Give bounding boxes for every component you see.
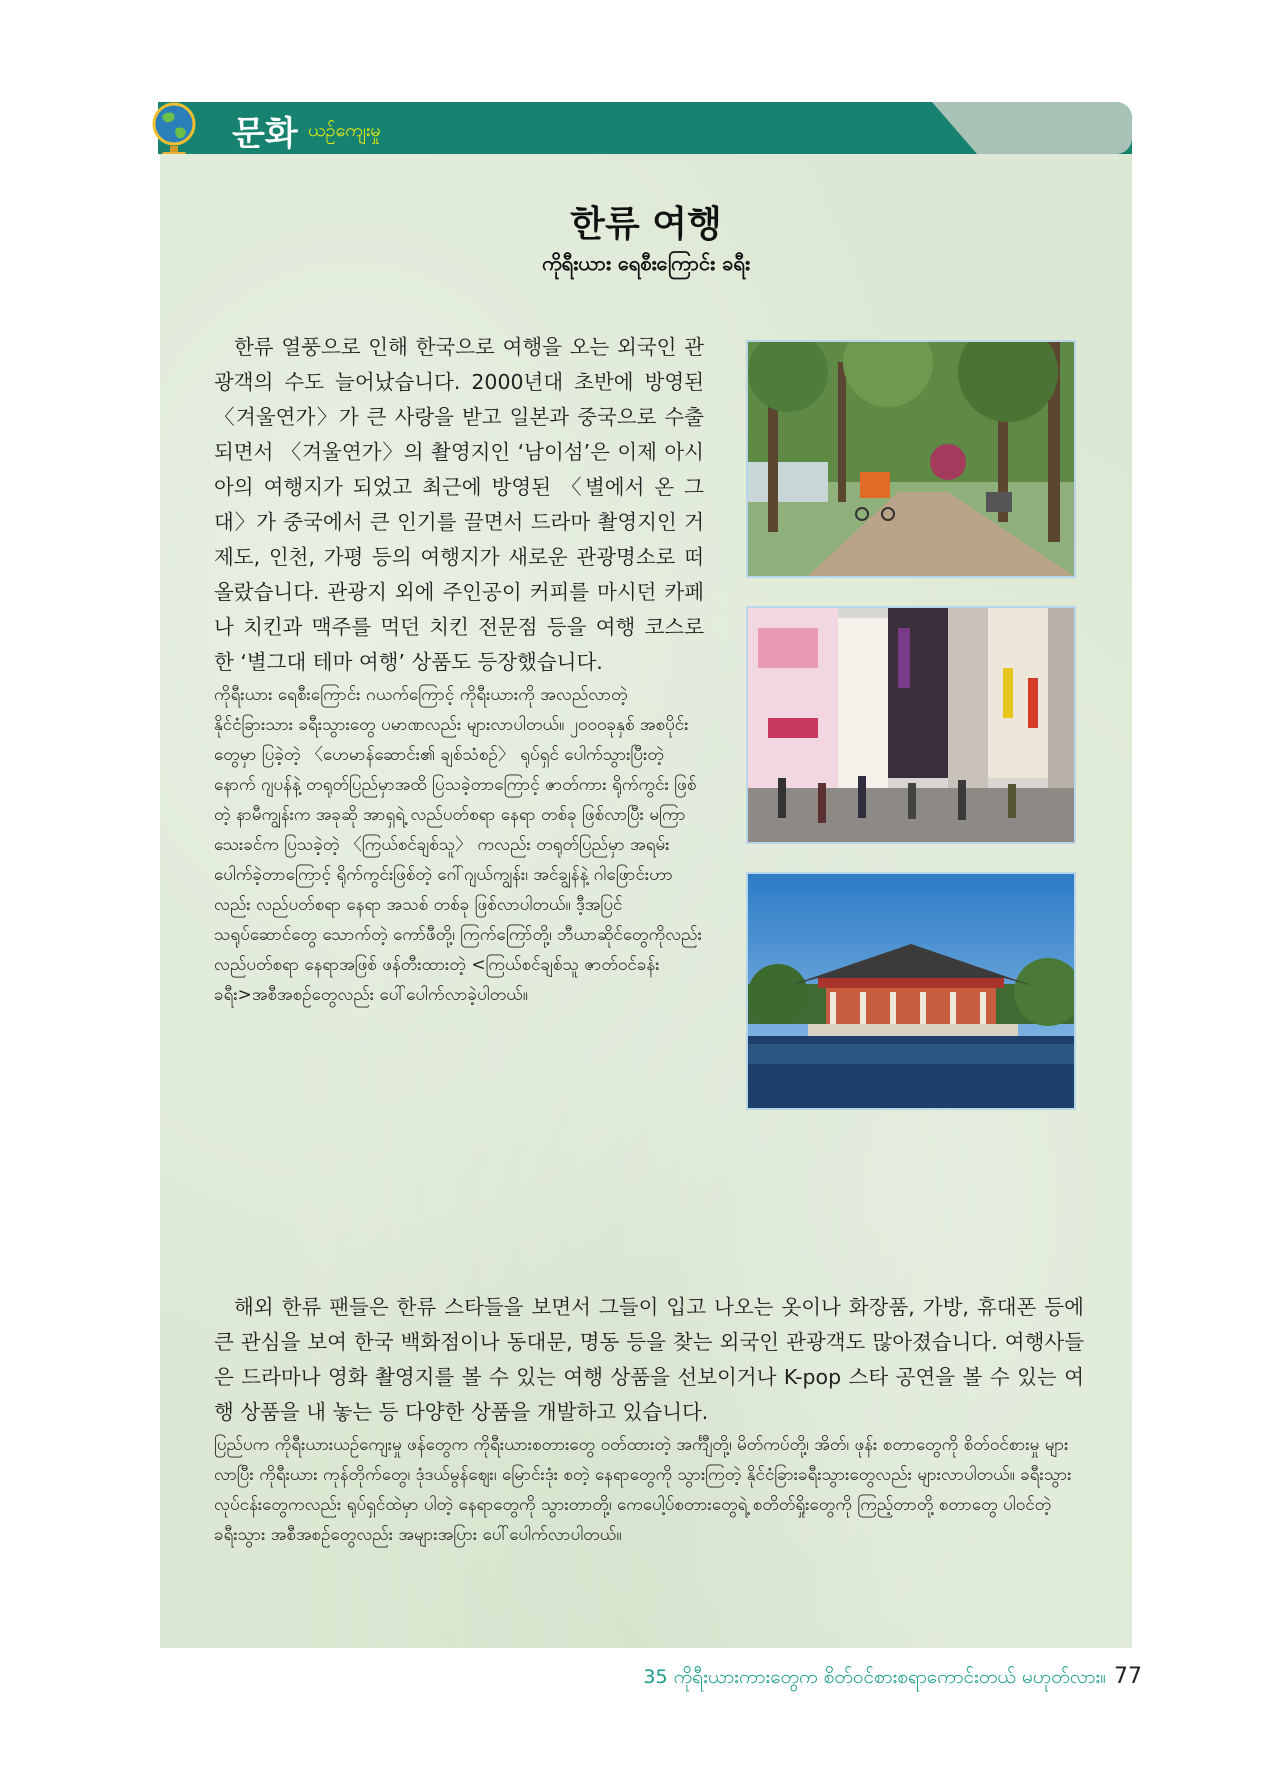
left-column-text bbox=[214, 330, 704, 1010]
paragraph-myanmar-1: ကိုရီးယား ရေစီးကြောင်း ဂယက်ကြောင့် ကိုရီးယားကို အလည်လာတဲ့ နိုင်ငံခြားသား ခရီးသွားတွေ ပမာဏလည်း များလာပါတယ်။ ၂၀၀၀ခုနှစ် အစပိုင်းတွေမှာ ပြခဲ့တဲ့ 〈ဟေမာန်ဆောင်း၏ ချစ်သံစဉ်〉 ရုပ်ရှင် ပေါက်သွားပြီးတဲ့နောက် ဂျပန်နဲ့ တရုတ်ပြည်မှာအထိ ပြသခဲ့တာကြောင့် ဇာတ်ကား ရိုက်ကွင်း ဖြစ်တဲ့ နာမီကျွန်းက အခုဆို အာရှရဲ့ လည်ပတ်စရာ နေရာ တစ်ခု ဖြစ်လာပြီး မကြာသေးခင်က ပြသခဲ့တဲ့ 〈ကြယ်စင်ချစ်သူ〉 ကလည်း တရုတ်ပြည်မှာ အရမ်း ပေါက်ခဲ့တာကြောင့် ရိုက်ကွင်းဖြစ်တဲ့ ဂေါ်ဂျယ်ကျွန်း၊ အင်ချွန်နဲ့ ဂါဖြောင်းဟာလည်း လည်ပတ်စရာ နေရာ အသစ် တစ်ခု ဖြစ်လာပါတယ်။ ဒီ့အပြင် သရုပ်ဆောင်တွေ သောက်တဲ့ ကော်ဖီတို့၊ ကြက်ကြော်တို့၊ ဘီယာဆိုင်တွေကိုလည်း လည်ပတ်စရာ နေရာအဖြစ် ဖန်တီးထားတဲ့ <ကြယ်စင်ချစ်သူ ဇာတ်ဝင်ခန်းခရီး>အစီအစဉ်တွေလည်း ပေါ်ပေါက်လာခဲ့ပါတယ်။ bbox=[214, 685, 702, 1005]
photo-tree-lined-path bbox=[746, 340, 1076, 578]
bottom-text bbox=[214, 1290, 1084, 1550]
article-subtitle: ကိုရီးယား ရေစီးကြောင်း ခရီး bbox=[542, 251, 750, 275]
section-header bbox=[158, 102, 1132, 154]
content-panel bbox=[160, 154, 1132, 1648]
paragraph-korean-2: 해외 한류 팬들은 한류 스타들을 보면서 그들이 입고 나오는 옷이나 화장품, 가방, 휴대폰 등에 큰 관심을 보여 한국 백화점이나 동대문, 명동 등을 찾는 외국인 관광객도 많아졌습니다. 여행사들은 드라마나 영화 촬영지를 볼 수 있는 여행 상품을 선보이거나 K-pop 스타 공연을 볼 수 있는 여행 상품을 내 놓는 등 다양한 상품을 개발하고 있습니다. bbox=[214, 1295, 1084, 1424]
photo-palace-pavilion bbox=[746, 872, 1076, 1110]
page-number: 77 bbox=[1114, 1664, 1142, 1689]
footer-text: 35 ကိုရီးယားကားတွေက စိတ်ဝင်စားစရာကောင်းတယ် မဟုတ်လား။ bbox=[643, 1666, 1106, 1688]
header-title: 문화 bbox=[232, 114, 298, 154]
photo-shopping-street bbox=[746, 606, 1076, 844]
article-title: 한류 여행 bbox=[570, 204, 722, 245]
page-footer bbox=[582, 1664, 1142, 1693]
header-subtitle: ယဉ်ကျေးမှု bbox=[308, 120, 381, 141]
paragraph-korean-1: 한류 열풍으로 인해 한국으로 여행을 오는 외국인 관광객의 수도 늘어났습니다. 2000년대 초반에 방영된 〈겨울연가〉가 큰 사랑을 받고 일본과 중국으로 수출되면서 〈겨울연가〉의 촬영지인 ‘남이섬’은 이제 아시아의 여행지가 되었고 최근에 방영된 〈별에서 온 그대〉가 중국에서 큰 인기를 끌면서 드라마 촬영지인 거제도, 인천, 가평 등의 여행지가 새로운 관광명소로 떠올랐습니다. 관광지 외에 주인공이 커피를 마시던 카페나 치킨과 맥주를 먹던 치킨 전문점 등을 여행 코스로 한 ‘별그대 테마 여행’ 상품도 등장했습니다. bbox=[214, 335, 704, 674]
globe-icon bbox=[150, 100, 200, 160]
paragraph-myanmar-2: ပြည်ပက ကိုရီးယားယဉ်ကျေးမှု ဖန်တွေက ကိုရီးယားစတားတွေ ဝတ်ထားတဲ့ အင်္ကျီတို့၊ မိတ်ကပ်တို့၊ အိတ်၊ ဖုန်း စတာတွေကို စိတ်ဝင်စားမှု များလာပြီး ကိုရီးယား ကုန်တိုက်တွေ၊ ဒုံဒယ်မွန်ဈေး၊ မြောင်းဒုံး စတဲ့ နေရာတွေကို သွားကြတဲ့ နိုင်ငံခြားခရီးသွားတွေလည်း များလာပါတယ်။ ခရီးသွားလုပ်ငန်းတွေကလည်း ရုပ်ရှင်ထဲမှာ ပါတဲ့ နေရာတွေကို သွားတာတို့၊ ကေပေါ့ပ်စတားတွေရဲ့ စတိတ်ရှိုးတွေကို ကြည့်တာတို့ စတာတွေ ပါဝင်တဲ့ ခရီးသွား အစီအစဉ်တွေလည်း အများအပြား ပေါ်ပေါက်လာပါတယ်။ bbox=[214, 1435, 1072, 1545]
